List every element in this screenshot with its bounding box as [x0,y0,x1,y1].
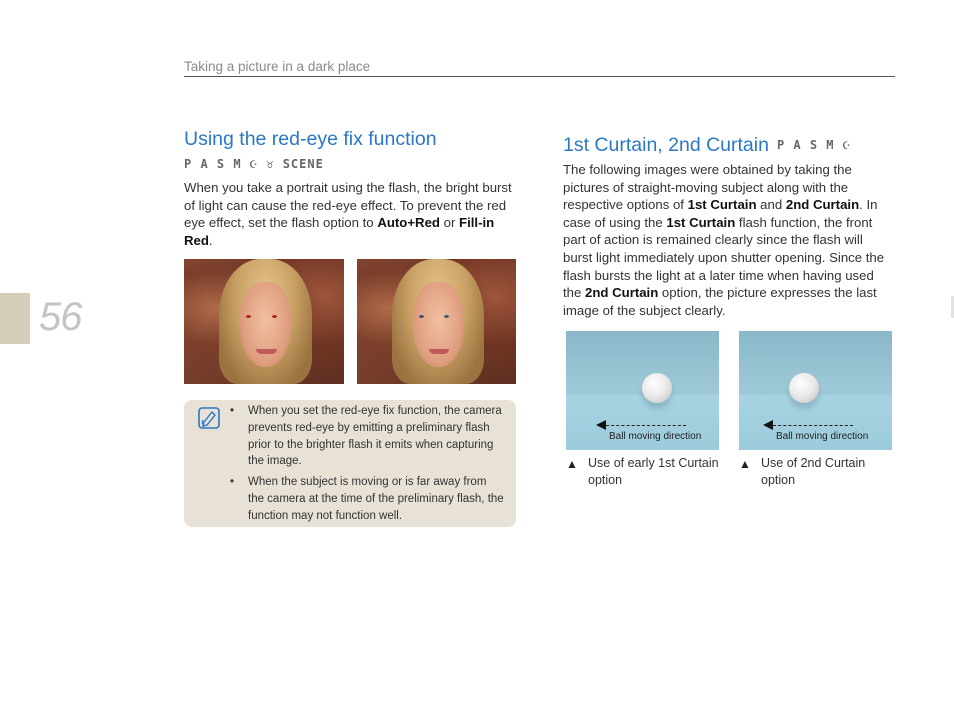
ball [642,373,672,403]
page-number: 56 [39,295,82,339]
curtain-title-text: 1st Curtain, 2nd Curtain [563,134,769,156]
first-curtain-term: 1st Curtain [687,197,757,213]
curtain-text-1: The following images were obtained by taking the pictures of straight-moving subject along with the respective options of [563,162,852,213]
memo-icon [198,407,220,429]
arrow-dashed-line [773,425,853,426]
red-eye-section-title: Using the red-eye fix function [184,128,437,150]
caption-text: Use of 2nd Curtain option [761,456,866,487]
shooting-modes-right: P A S M ☪ [776,138,851,152]
arrow-left-icon [596,420,606,430]
shooting-modes-left: P A S M ☪ ♉ SCENE [184,157,324,171]
page-tab [0,293,30,344]
second-curtain-caption [739,455,901,489]
portrait-red-eye-photo [184,259,344,384]
curtain-text-4: flash function, the front part of action is remained clearly since the flash will burst light immediately upon shutter opening. Since the flash bursts the light at a later time when having used the [563,214,885,301]
auto-red-option: Auto+Red [377,215,440,231]
first-curtain-image [566,331,719,450]
note-list [230,403,505,529]
fill-in-red-option: Fill-in Red [184,215,495,248]
curtain-text-5: option, the picture expresses the last image of the subject clearly. [563,285,877,318]
second-curtain-term: 2nd Curtain [585,285,659,301]
first-curtain-caption [566,455,728,489]
triangle-up-icon: ▲ [739,457,751,471]
running-header: Taking a picture in a dark place [184,59,371,74]
red-eye-text-3: . [208,232,213,248]
curtain-description [563,161,895,319]
first-curtain-term: 1st Curtain [666,214,736,230]
curtain-text-2: and [756,197,786,213]
header-rule [184,76,895,77]
curtain-section-title [563,134,851,157]
curtain-text-3: . In case of using the [563,197,878,230]
ball [789,373,819,403]
arrow-dashed-line [606,425,686,426]
triangle-up-icon: ▲ [566,457,578,471]
red-eye-text-2: or [439,215,460,231]
caption-text: Use of early 1st Curtain option [588,456,719,487]
portrait-fixed-photo [357,259,516,384]
ball-direction-label: Ball moving direction [609,431,702,442]
red-eye-text-1: When you take a portrait using the flash, the bright burst of light can cause the red-eye effect. To prevent the red eye effect, set the flash option to [184,180,512,231]
note-item: • When you set the red-eye fix function, the camera prevents red-eye by emitting a preliminary flash prior to the brighter flash it emits when capturing the image. [230,403,505,470]
red-eye-description [184,179,519,249]
second-curtain-image [739,331,892,450]
ball-direction-label: Ball moving direction [776,431,869,442]
note-item: • When the subject is moving or is far away from the camera at the time of the preliminary flash, the function may not function well. [230,474,505,524]
second-curtain-term: 2nd Curtain [785,197,860,213]
arrow-left-icon [763,420,773,430]
